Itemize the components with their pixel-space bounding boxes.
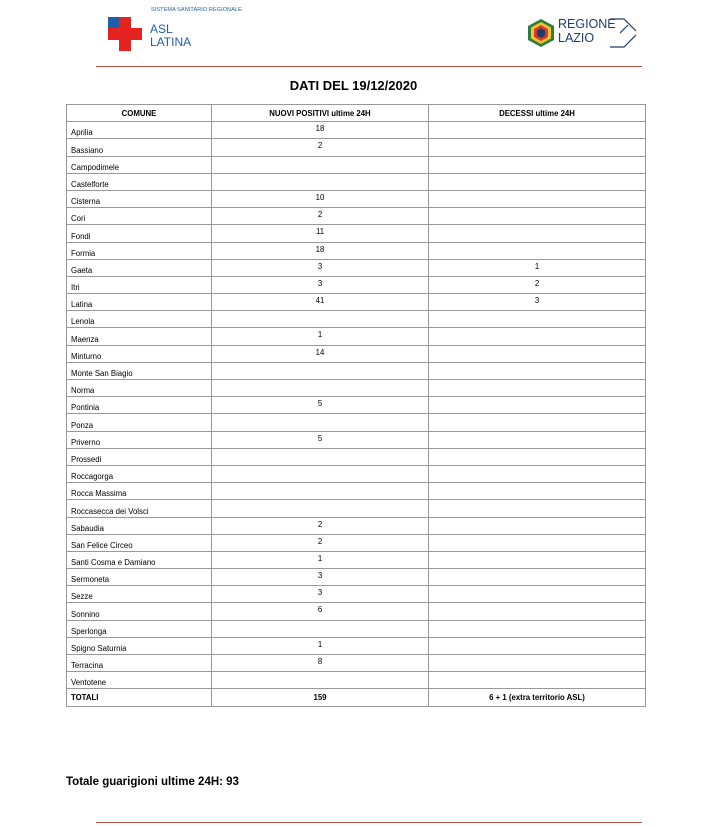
cell-decessi [429, 586, 646, 603]
cell-positivi [212, 465, 429, 482]
cell-positivi [212, 483, 429, 500]
col-header-positivi: NUOVI POSITIVI ultime 24H [212, 105, 429, 122]
table-row [67, 156, 646, 173]
page-header [0, 0, 707, 64]
cell-decessi [429, 156, 646, 173]
totals-row [67, 689, 646, 706]
asl-latina-logo [108, 7, 268, 57]
cell-comune: Sonnino [67, 603, 212, 620]
cell-positivi [212, 362, 429, 379]
cell-decessi [429, 448, 646, 465]
table-row [67, 139, 646, 156]
cell-positivi [212, 672, 429, 689]
cell-decessi [429, 551, 646, 568]
table-row [67, 586, 646, 603]
cell-positivi: 3 [212, 259, 429, 276]
cell-comune: Ponza [67, 414, 212, 431]
cell-comune: Roccagorga [67, 465, 212, 482]
table-row [67, 465, 646, 482]
cell-positivi: 41 [212, 294, 429, 311]
cell-positivi: 3 [212, 569, 429, 586]
cell-comune: Formia [67, 242, 212, 259]
lazio-name-line1: REGIONE [558, 17, 616, 31]
table-row [67, 276, 646, 293]
table-row [67, 483, 646, 500]
asl-supertitle: SISTEMA SANITARIO REGIONALE [151, 7, 242, 13]
asl-name-line1: ASL [150, 22, 173, 36]
header-divider [96, 66, 642, 67]
footer-divider [96, 822, 642, 823]
cell-decessi [429, 328, 646, 345]
cell-comune: Cori [67, 208, 212, 225]
cell-comune: Itri [67, 276, 212, 293]
table-row [67, 242, 646, 259]
lazio-name-line2: LAZIO [558, 31, 595, 45]
cell-comune: Bassiano [67, 139, 212, 156]
cell-comune: Gaeta [67, 259, 212, 276]
cell-decessi [429, 397, 646, 414]
cell-comune: Ventotene [67, 672, 212, 689]
asl-name-line2: LATINA [150, 35, 192, 49]
table-row [67, 173, 646, 190]
cell-positivi [212, 414, 429, 431]
table-row [67, 637, 646, 654]
cell-comune: Latina [67, 294, 212, 311]
table-row [67, 431, 646, 448]
cell-positivi: 2 [212, 208, 429, 225]
cell-decessi [429, 655, 646, 672]
cell-positivi: 1 [212, 637, 429, 654]
cell-comune: Sermoneta [67, 569, 212, 586]
cell-positivi: 10 [212, 190, 429, 207]
cell-positivi: 14 [212, 345, 429, 362]
table-row [67, 603, 646, 620]
table-row [67, 655, 646, 672]
cell-comune: Norma [67, 380, 212, 397]
regione-lazio-logo [526, 16, 638, 56]
cell-comune: Rocca Massima [67, 483, 212, 500]
cell-comune: Monte San Biagio [67, 362, 212, 379]
table-row [67, 190, 646, 207]
cell-decessi [429, 431, 646, 448]
totals-positivi: 159 [212, 689, 429, 706]
cell-decessi [429, 483, 646, 500]
table-row [67, 345, 646, 362]
cell-decessi [429, 500, 646, 517]
cell-positivi: 5 [212, 431, 429, 448]
page-title: DATI DEL 19/12/2020 [289, 78, 418, 93]
table-header-row [67, 105, 646, 122]
table-row [67, 534, 646, 551]
table-row [67, 294, 646, 311]
cell-decessi [429, 208, 646, 225]
table-row [67, 225, 646, 242]
cell-decessi [429, 311, 646, 328]
table-row [67, 500, 646, 517]
cell-positivi [212, 173, 429, 190]
cell-decessi [429, 569, 646, 586]
cell-positivi [212, 156, 429, 173]
cell-comune: Maenza [67, 328, 212, 345]
totals-label: TOTALI [67, 689, 212, 706]
table-row [67, 328, 646, 345]
cell-positivi: 1 [212, 328, 429, 345]
cell-decessi [429, 465, 646, 482]
lazio-name [558, 17, 616, 45]
cell-decessi [429, 637, 646, 654]
cell-positivi: 5 [212, 397, 429, 414]
cell-decessi [429, 173, 646, 190]
table-row [67, 397, 646, 414]
table-row [67, 414, 646, 431]
col-header-comune: COMUNE [67, 105, 212, 122]
cell-decessi [429, 414, 646, 431]
cell-decessi: 3 [429, 294, 646, 311]
table-row [67, 620, 646, 637]
cell-decessi [429, 362, 646, 379]
cell-decessi [429, 122, 646, 139]
cell-positivi: 8 [212, 655, 429, 672]
cell-positivi: 18 [212, 242, 429, 259]
table-row [67, 448, 646, 465]
cell-decessi [429, 225, 646, 242]
cell-positivi: 18 [212, 122, 429, 139]
cell-decessi [429, 380, 646, 397]
cell-comune: Campodimele [67, 156, 212, 173]
cell-decessi [429, 603, 646, 620]
table-row [67, 569, 646, 586]
cell-comune: Fondi [67, 225, 212, 242]
cell-positivi: 2 [212, 517, 429, 534]
cell-positivi [212, 500, 429, 517]
cell-positivi [212, 380, 429, 397]
table-row [67, 551, 646, 568]
covid-data-table [66, 104, 646, 707]
cell-positivi [212, 448, 429, 465]
table-row [67, 208, 646, 225]
cell-comune: Castelforte [67, 173, 212, 190]
asl-cross-icon [108, 17, 142, 51]
table-row [67, 380, 646, 397]
table-row [67, 672, 646, 689]
cell-comune: Priverno [67, 431, 212, 448]
cell-decessi [429, 672, 646, 689]
cell-decessi [429, 534, 646, 551]
cell-decessi [429, 517, 646, 534]
cell-comune: Santi Cosma e Damiano [67, 551, 212, 568]
cell-comune: Pontinia [67, 397, 212, 414]
cell-comune: Aprilia [67, 122, 212, 139]
total-recoveries: Totale guarigioni ultime 24H: 93 [66, 776, 239, 788]
table-row [67, 122, 646, 139]
cell-positivi [212, 311, 429, 328]
asl-name [150, 23, 191, 49]
col-header-decessi: DECESSI ultime 24H [429, 105, 646, 122]
cell-positivi [212, 620, 429, 637]
cell-decessi [429, 139, 646, 156]
cell-positivi: 2 [212, 534, 429, 551]
cell-decessi [429, 190, 646, 207]
cell-comune: Sabaudia [67, 517, 212, 534]
cell-comune: Lenola [67, 311, 212, 328]
cell-comune: Prossedi [67, 448, 212, 465]
totals-decessi: 6 + 1 (extra territorio ASL) [429, 689, 646, 706]
cell-positivi: 1 [212, 551, 429, 568]
cell-comune: Sezze [67, 586, 212, 603]
cell-decessi: 2 [429, 276, 646, 293]
cell-comune: Sperlonga [67, 620, 212, 637]
cell-decessi [429, 242, 646, 259]
cell-comune: Terracina [67, 655, 212, 672]
cell-positivi: 3 [212, 276, 429, 293]
cell-comune: Cisterna [67, 190, 212, 207]
cell-positivi: 3 [212, 586, 429, 603]
cell-comune: Roccasecca dei Volsci [67, 500, 212, 517]
lazio-emblem-icon [526, 18, 556, 48]
cell-positivi: 11 [212, 225, 429, 242]
cell-positivi: 2 [212, 139, 429, 156]
table-row [67, 259, 646, 276]
table-row [67, 362, 646, 379]
table-row [67, 517, 646, 534]
cell-positivi: 6 [212, 603, 429, 620]
cell-comune: Spigno Saturnia [67, 637, 212, 654]
cell-decessi: 1 [429, 259, 646, 276]
cell-decessi [429, 345, 646, 362]
cell-comune: San Felice Circeo [67, 534, 212, 551]
lazio-chevron-icon [610, 17, 640, 49]
cell-comune: Minturno [67, 345, 212, 362]
cell-decessi [429, 620, 646, 637]
table-row [67, 311, 646, 328]
